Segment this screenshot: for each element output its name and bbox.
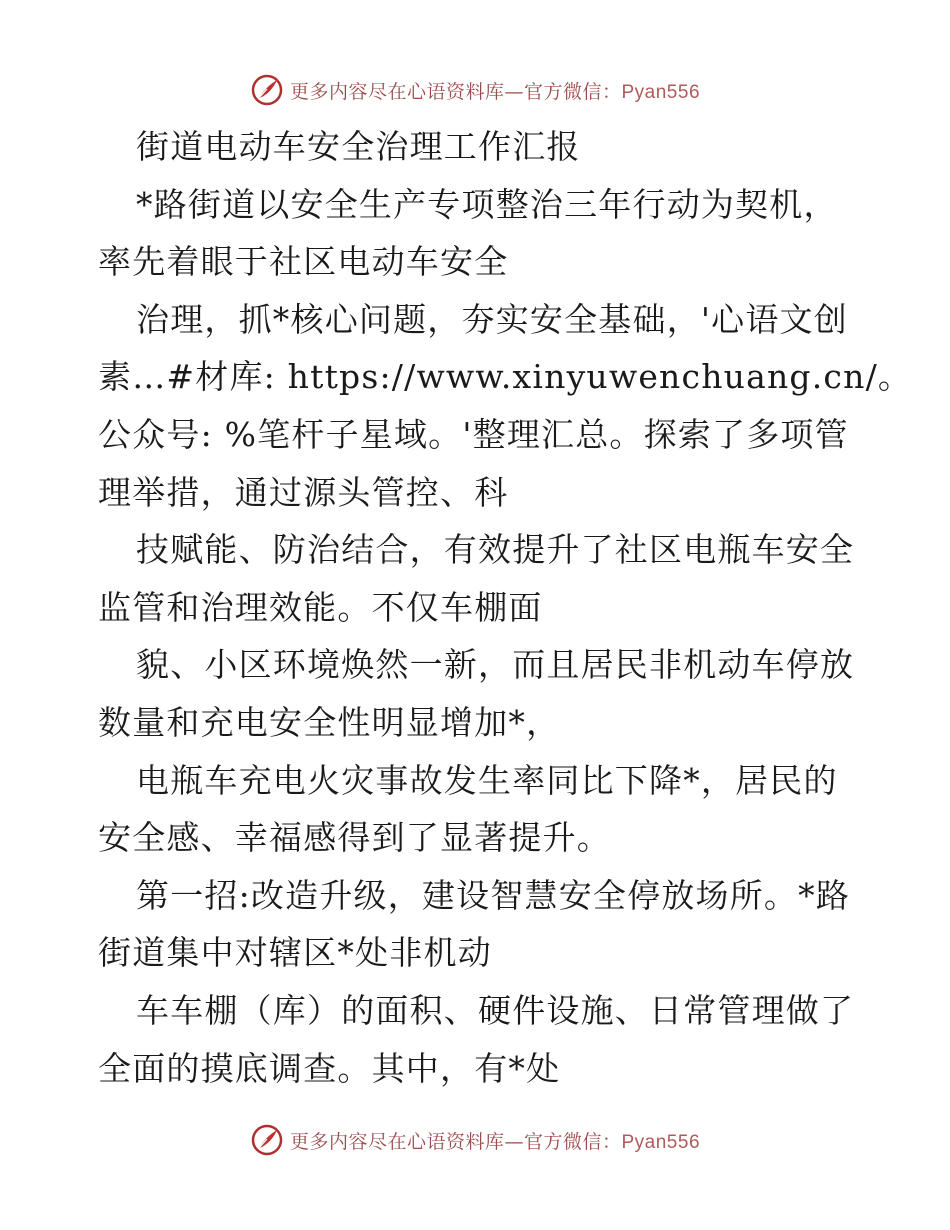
paragraph-line: 公众号: %笔杆子星域。'整理汇总。探索了多项管	[98, 414, 849, 454]
paragraph-line: 街道集中对辖区*处非机动	[98, 933, 492, 973]
paragraph-line: 理举措，通过源头管控、科	[98, 472, 509, 512]
paragraph-line: 安全感、幸福感得到了显著提升。	[98, 818, 611, 858]
paragraph-line: 治理，抓*核心问题，夯实安全基础，'心语文创	[136, 299, 848, 339]
feather-pen-logo-icon	[250, 73, 284, 107]
paragraph-line: 监管和治理效能。不仅车棚面	[98, 587, 543, 627]
banner-text: 更多内容尽在心语资料库—官方微信：Pyan556	[289, 1130, 701, 1153]
header-banner	[0, 70, 950, 110]
paragraph-line: 技赋能、防治结合，有效提升了社区电瓶车安全	[136, 530, 855, 570]
footer-banner	[0, 1120, 950, 1160]
wechat-id: Pyan556	[621, 81, 701, 103]
paragraph-line: 街道电动车安全治理工作汇报	[136, 127, 581, 166]
paragraph-line: 素…#材库: https://www.xinyuwenchuang.cn/。	[98, 357, 913, 397]
wechat-id: Pyan556	[621, 1131, 701, 1153]
feather-pen-logo-icon	[250, 1123, 284, 1157]
paragraph-line: 车车棚（库）的面积、硬件设施、日常管理做了	[136, 990, 855, 1030]
paragraph-line: 电瓶车充电火灾事故发生率同比下降*，居民的	[136, 760, 838, 800]
paragraph-line: 第一招:改造升级，建设智慧安全停放场所。*路	[136, 875, 851, 915]
paragraph-line: 貌、小区环境焕然一新，而且居民非机动车停放	[136, 645, 855, 685]
paragraph-line: *路街道以安全生产专项整治三年行动为契机，	[136, 184, 838, 224]
document-body	[98, 118, 913, 1097]
paragraph-line: 数量和充电安全性明显增加*，	[98, 702, 561, 742]
paragraph-line: 全面的摸底调查。其中，有*处	[98, 1048, 561, 1088]
paragraph-line: 率先着眼于社区电动车安全	[98, 242, 509, 282]
banner-text: 更多内容尽在心语资料库—官方微信：Pyan556	[289, 80, 701, 103]
